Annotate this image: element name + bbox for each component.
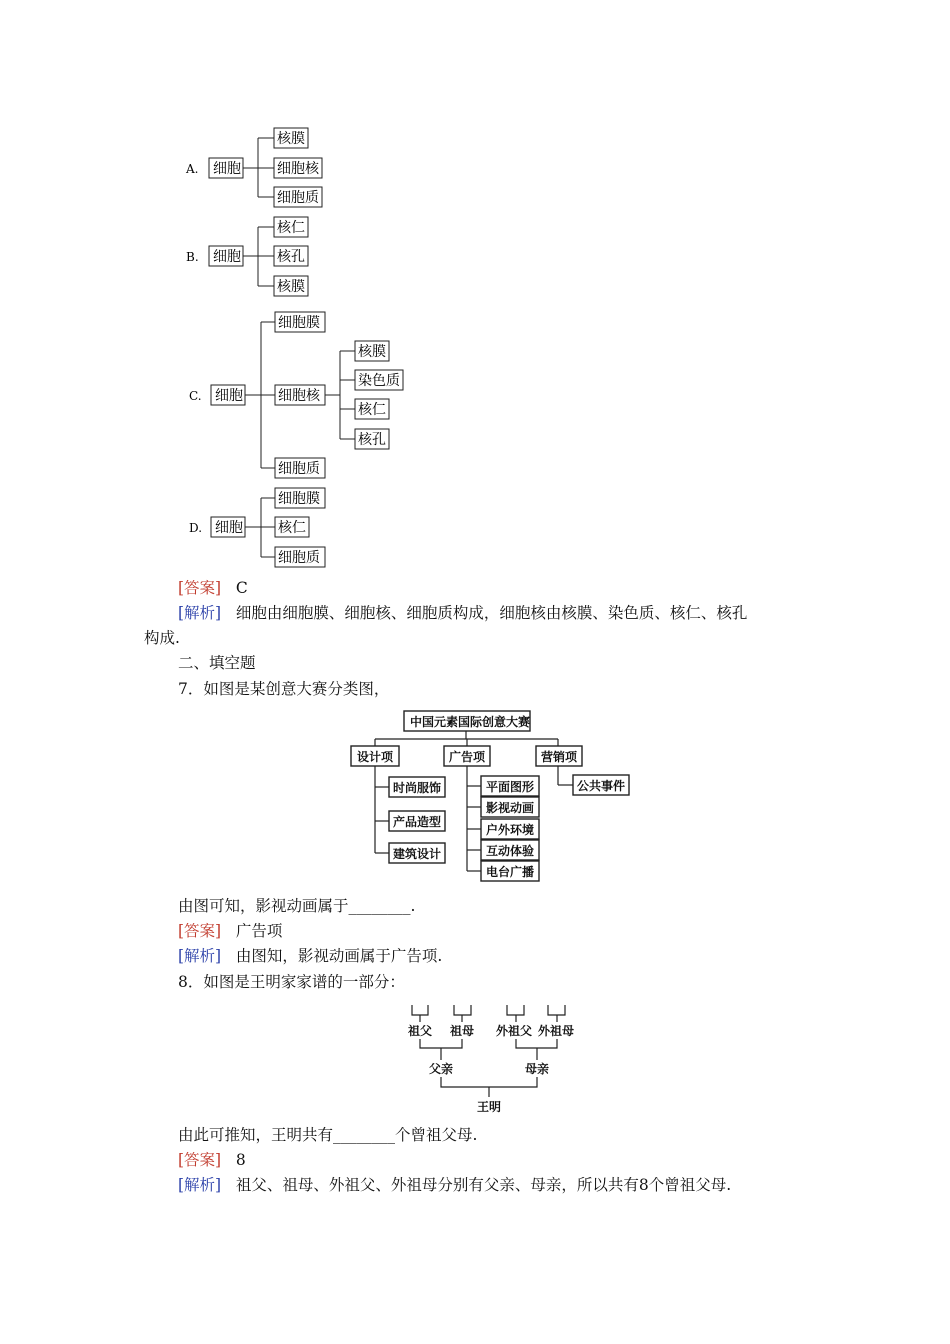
option-c-sub: 核仁 (358, 402, 386, 418)
q7-marketing-item: 公共事件 (577, 779, 626, 793)
q8-parent: 父亲 (429, 1062, 454, 1076)
q8-grandparent: 祖母 (450, 1024, 475, 1038)
q8-stem: 8．如图是王明家家谱的一部分： (178, 973, 405, 991)
option-d-child: 细胞质 (278, 550, 320, 566)
option-c-sub: 染色质 (358, 373, 400, 389)
analysis-tag: [解析] (178, 604, 222, 622)
q8-parent: 母亲 (525, 1062, 550, 1076)
option-a-root: 细胞 (213, 161, 241, 177)
option-c-sub: 核孔 (358, 432, 386, 448)
option-d-child: 细胞膜 (278, 491, 320, 507)
q8-answer-line (178, 1150, 246, 1170)
q8-analysis: 祖父、祖母、外祖父、外祖母分别有父亲、母亲，所以共有8个曾祖父母. (235, 1176, 732, 1194)
q7-design-item: 时尚服饰 (393, 781, 442, 795)
q7-question: 由图可知，影视动画属于________. (178, 897, 416, 915)
q7-ad-item: 平面图形 (486, 780, 535, 794)
section-title: 二、填空题 (178, 654, 256, 672)
option-c-child: 细胞膜 (278, 315, 320, 331)
option-b-child: 核膜 (277, 279, 305, 295)
q7-classification-diagram (351, 711, 629, 881)
option-a-child: 核膜 (277, 131, 305, 147)
answer-tag: [答案] (178, 1151, 222, 1169)
option-a-child: 细胞质 (277, 190, 319, 206)
q7-design-item: 建筑设计 (393, 847, 442, 861)
q8-self: 王明 (477, 1100, 502, 1114)
analysis-tag: [解析] (178, 947, 222, 965)
q7-analysis-line (178, 946, 442, 966)
q7-answer-line (178, 921, 282, 941)
q8-family-tree (408, 1005, 574, 1114)
option-d-child: 核仁 (278, 520, 306, 536)
q6-answer-line (178, 578, 248, 598)
q8-grandparent: 外祖母 (538, 1024, 575, 1038)
q8-answer: 8 (235, 1151, 246, 1169)
q7-answer: 广告项 (235, 922, 283, 940)
q8-grandparent: 祖父 (408, 1024, 433, 1038)
option-c-tree (211, 312, 403, 478)
q7-category-label: 设计项 (357, 750, 394, 764)
q7-root-label: 中国元素国际创意大赛 (410, 715, 531, 729)
q6-analysis: 细胞由细胞膜、细胞核、细胞质构成，细胞核由核膜、染色质、核仁、核孔 (235, 604, 748, 622)
q7-design-item: 产品造型 (393, 815, 442, 829)
option-d-letter: D. (189, 521, 203, 535)
option-d-root: 细胞 (215, 520, 243, 536)
q6-analysis-line (178, 603, 747, 623)
option-c-sub: 核膜 (358, 344, 386, 360)
option-c-child: 细胞质 (278, 461, 320, 477)
option-c-child: 细胞核 (278, 388, 320, 404)
option-c-letter: C. (189, 389, 202, 403)
q8-grandparent: 外祖父 (496, 1024, 533, 1038)
q7-category-label: 营销项 (541, 750, 578, 764)
answer-tag: [答案] (178, 579, 222, 597)
option-b-child: 核孔 (277, 249, 305, 265)
option-c-root: 细胞 (215, 388, 243, 404)
q6-analysis-continued: 构成. (144, 629, 180, 647)
option-a-letter: A. (186, 162, 199, 176)
q8-analysis-line (178, 1175, 731, 1195)
analysis-tag: [解析] (178, 1176, 222, 1194)
option-b-root: 细胞 (213, 249, 241, 265)
option-a-child: 细胞核 (277, 161, 319, 177)
q7-stem: 7．如图是某创意大赛分类图， (178, 680, 390, 698)
q7-category-label: 广告项 (449, 750, 486, 764)
option-b-letter: B. (186, 250, 199, 264)
q7-ad-item: 户外环境 (486, 823, 535, 837)
q7-ad-item: 影视动画 (486, 801, 535, 815)
q8-question: 由此可推知，王明共有________个曾祖父母. (178, 1126, 478, 1144)
q7-ad-item: 互动体验 (486, 844, 535, 858)
option-b-child: 核仁 (277, 220, 305, 236)
q7-analysis: 由图知，影视动画属于广告项. (235, 947, 443, 965)
answer-tag: [答案] (178, 922, 222, 940)
q7-ad-item: 电台广播 (486, 865, 535, 879)
q6-answer: C (235, 579, 248, 597)
